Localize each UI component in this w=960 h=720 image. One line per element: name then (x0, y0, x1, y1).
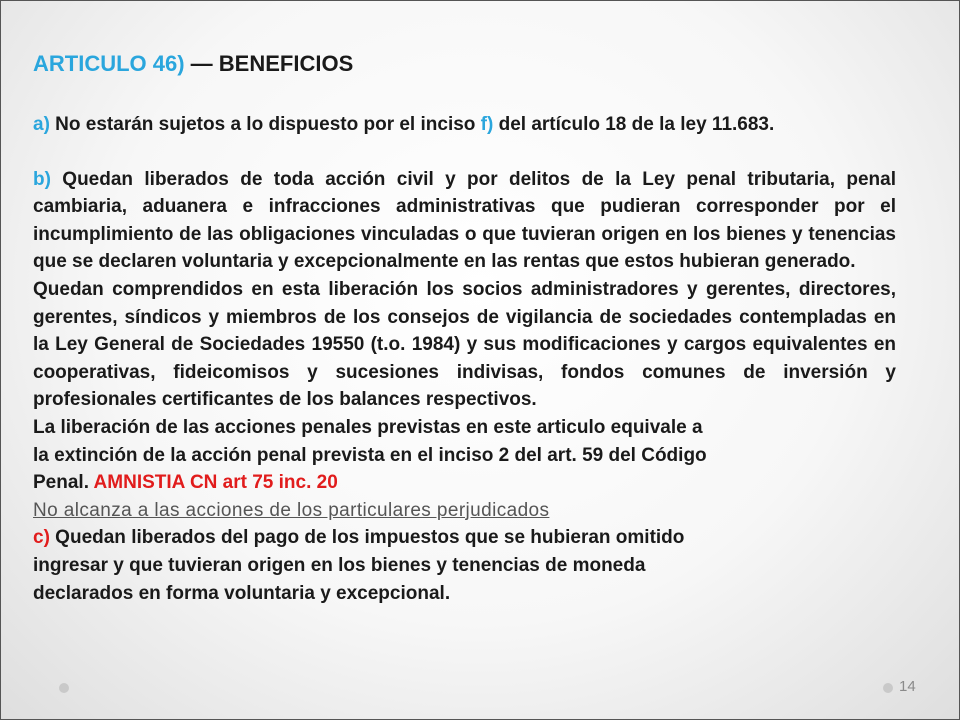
paragraph-a-text2: del artículo 18 de la ley 11.683. (493, 114, 775, 135)
decorative-dot-right (883, 683, 893, 693)
paragraph-a-label: a) (33, 114, 50, 135)
article-name: BENEFICIOS (218, 51, 354, 76)
paragraph-a-ref: f) (480, 114, 494, 135)
paragraph-b3-line2: la extinción de la acción penal prevista en el inciso 2 del art. 59 del Código (33, 444, 707, 466)
note-line (33, 497, 896, 525)
paragraph-a-text1: No estarán sujetos a lo dispuesto por el inciso (49, 114, 481, 135)
paragraph-c-label: c) (33, 527, 50, 549)
note-underlined: No alcanza a las acciones de los particulares perjudicados (33, 499, 550, 521)
paragraph-b (33, 166, 896, 276)
title-dash: — (184, 51, 219, 76)
article-body (33, 111, 896, 607)
paragraph-b3 (33, 414, 896, 497)
paragraph-c-line1: Quedan liberados del pago de los impuestos que se hubieran omitido (49, 527, 685, 549)
paragraph-b3-line1: La liberación de las acciones penales previstas en este articulo equivale a (33, 416, 703, 438)
paragraph-b-text: Quedan liberados de toda acción civil y por delitos de la Ley penal tributaria, penal cambiaria, aduanera e infracciones administrativas que pudieran corresponder por el incumplimiento de las obligaciones vinculadas o que tuvieran origen en los bienes y tenencias que se declaren voluntaria y excepcionalmente en las rentas que estos hubieran generado. (33, 168, 896, 273)
paragraph-c-line3: declarados en forma voluntaria y excepcional. (33, 582, 451, 604)
decorative-dot-left (59, 683, 69, 693)
spacer (33, 139, 896, 166)
paragraph-c-line2: ingresar y que tuvieran origen en los bienes y tenencias de moneda (33, 554, 646, 576)
amnesty-highlight: AMNISTIA CN art 75 inc. 20 (93, 472, 338, 494)
paragraph-b2: Quedan comprendidos en esta liberación los socios administradores y gerentes, directores, gerentes, síndicos y miembros de los consejos de vigilancia de sociedades contempladas en la Ley General de Sociedades 19550 (t.o. 1984) y sus modificaciones y cargos equivalentes en cooperativas, fideicomisos y sucesiones indivisas, fondos comunes de inversión y profesionales certificantes de los balances respectivos. (33, 278, 896, 411)
paragraph-b3-line3: Penal. (33, 472, 94, 494)
paragraph-b-label: b) (33, 168, 51, 190)
article-number: ARTICULO 46) (33, 51, 185, 76)
paragraph-a (33, 111, 896, 139)
page-title (33, 51, 353, 77)
paragraph-c (33, 524, 896, 607)
page-number: 14 (899, 678, 916, 695)
